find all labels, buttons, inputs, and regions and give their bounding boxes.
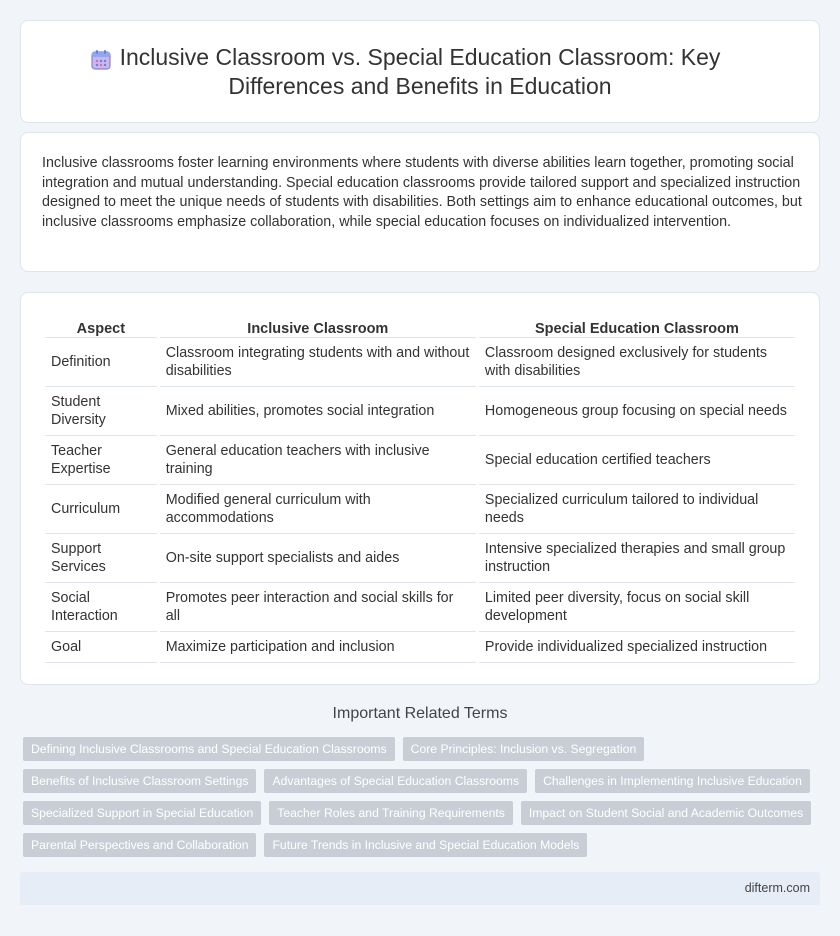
table-cell: On-site support specialists and aides <box>160 534 476 583</box>
related-term-link[interactable]: Future Trends in Inclusive and Special Education Models <box>264 833 587 857</box>
table-cell: Provide individualized specialized instruction <box>479 632 795 663</box>
table-cell: Support Services <box>45 534 157 583</box>
table-cell: General education teachers with inclusive training <box>160 436 476 485</box>
table-cell: Social Interaction <box>45 583 157 632</box>
page-title: Inclusive Classroom vs. Special Education Classroom: Key Differences and Benefits in Education <box>119 43 721 99</box>
table-header-row <box>45 313 795 338</box>
table-row <box>45 387 795 436</box>
related-term-link[interactable]: Core Principles: Inclusion vs. Segregation <box>403 737 645 761</box>
related-term-link[interactable]: Defining Inclusive Classrooms and Special Education Classrooms <box>23 737 395 761</box>
table-row <box>45 338 795 387</box>
table-row <box>45 485 795 534</box>
column-header: Special Education Classroom <box>479 313 795 338</box>
related-term-link[interactable]: Parental Perspectives and Collaboration <box>23 833 256 857</box>
table-cell: Modified general curriculum with accommodations <box>160 485 476 534</box>
header-card <box>20 20 820 123</box>
column-header: Aspect <box>45 313 157 338</box>
table-row <box>45 583 795 632</box>
intro-paragraph: Inclusive classrooms foster learning environments where students with diverse abilities learn together, promoting social integration and mutual understanding. Special education classrooms provide tailored support and specialized instruction designed to meet the unique needs of students with disabilities. Both settings aim to enhance educational outcomes, but inclusive classrooms emphasize collaboration, while special education focuses on individualized intervention. <box>42 155 802 230</box>
table-cell: Limited peer diversity, focus on social skill development <box>479 583 795 632</box>
related-term-link[interactable]: Challenges in Implementing Inclusive Education <box>535 769 810 793</box>
related-term-link[interactable]: Benefits of Inclusive Classroom Settings <box>23 769 256 793</box>
table-cell: Definition <box>45 338 157 387</box>
table-row <box>45 534 795 583</box>
table-cell: Teacher Expertise <box>45 436 157 485</box>
related-terms-title: Important Related Terms <box>332 705 508 722</box>
site-name[interactable]: difterm.com <box>744 881 810 895</box>
table-cell: Goal <box>45 632 157 663</box>
table-cell: Classroom integrating students with and without disabilities <box>160 338 476 387</box>
related-term-link[interactable]: Impact on Student Social and Academic Outcomes <box>521 801 811 825</box>
related-term-link[interactable]: Specialized Support in Special Education <box>23 801 261 825</box>
table-cell: Intensive specialized therapies and small group instruction <box>479 534 795 583</box>
table-cell: Maximize participation and inclusion <box>160 632 476 663</box>
table-cell: Curriculum <box>45 485 157 534</box>
table-cell: Mixed abilities, promotes social integration <box>160 387 476 436</box>
column-header: Inclusive Classroom <box>160 313 476 338</box>
comparison-table-card <box>20 292 820 685</box>
table-cell: Promotes peer interaction and social skills for all <box>160 583 476 632</box>
related-term-link[interactable]: Advantages of Special Education Classrooms <box>264 769 527 793</box>
table-cell: Specialized curriculum tailored to individual needs <box>479 485 795 534</box>
table-cell: Student Diversity <box>45 387 157 436</box>
table-cell: Homogeneous group focusing on special needs <box>479 387 795 436</box>
footer <box>20 872 820 905</box>
comparison-table <box>42 313 798 663</box>
intro-card <box>20 132 820 272</box>
related-term-link[interactable]: Teacher Roles and Training Requirements <box>269 801 513 825</box>
related-terms-list <box>23 737 823 865</box>
table-row <box>45 436 795 485</box>
table-cell: Classroom designed exclusively for students with disabilities <box>479 338 795 387</box>
table-cell: Special education certified teachers <box>479 436 795 485</box>
table-row <box>45 632 795 663</box>
